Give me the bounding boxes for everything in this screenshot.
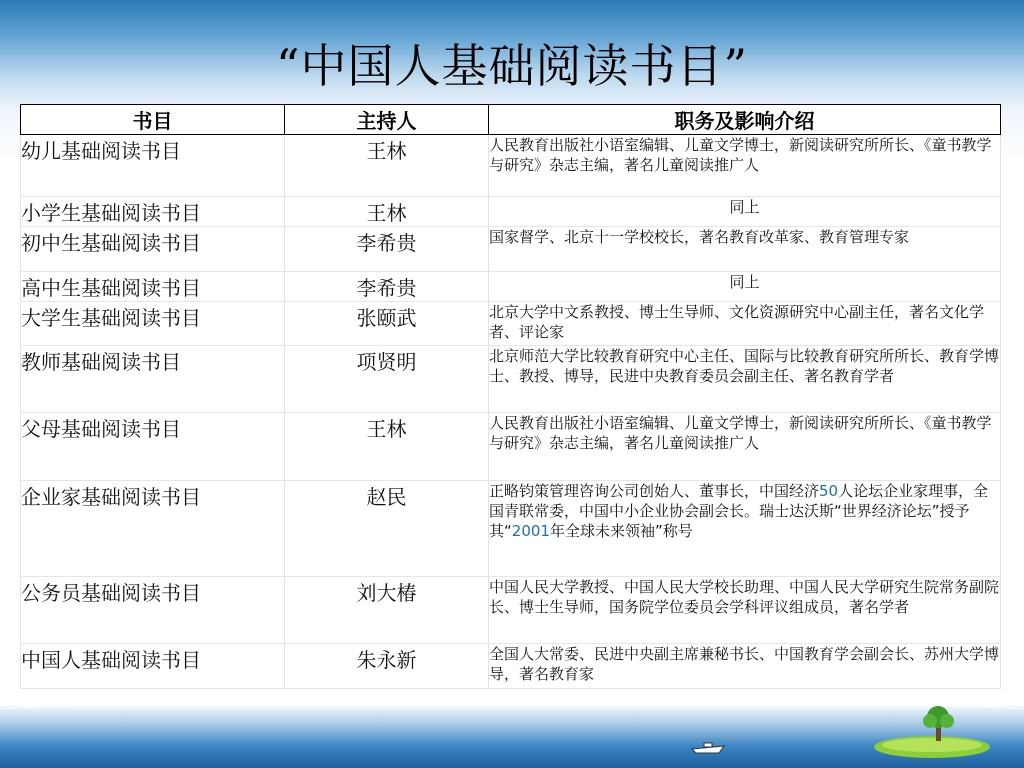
ship-icon — [690, 740, 726, 760]
highlighted-number: 50 — [819, 482, 839, 500]
book-cell: 中国人基础阅读书目 — [21, 644, 285, 689]
description-cell: 全国人大常委、民进中央副主席兼秘书长、中国教育学会副会长、苏州大学博导，著名教育家 — [489, 644, 1001, 689]
description-cell: 同上 — [489, 272, 1001, 302]
header-book: 书目 — [21, 105, 285, 135]
reading-list-table — [20, 104, 1001, 689]
table-row — [21, 577, 1001, 644]
table-row — [21, 302, 1001, 346]
description-cell: 同上 — [489, 197, 1001, 227]
table-row — [21, 197, 1001, 227]
host-cell: 王林 — [285, 197, 489, 227]
table-row — [21, 644, 1001, 689]
book-cell: 父母基础阅读书目 — [21, 413, 285, 481]
host-cell: 王林 — [285, 413, 489, 481]
host-cell: 刘大椿 — [285, 577, 489, 644]
book-cell: 教师基础阅读书目 — [21, 346, 285, 413]
description-text: 正略钧策管理咨询公司创始人、董事长，中国经济 — [489, 482, 820, 500]
table-row — [21, 481, 1001, 577]
book-cell: 小学生基础阅读书目 — [21, 197, 285, 227]
table-row — [21, 272, 1001, 302]
description-cell: 北京大学中文系教授、博士生导师、文化资源研究中心副主任，著名文化学者、评论家 — [489, 302, 1001, 346]
table-row — [21, 227, 1001, 272]
description-cell — [489, 481, 1001, 577]
highlighted-number: 2001 — [511, 522, 550, 540]
book-cell: 高中生基础阅读书目 — [21, 272, 285, 302]
book-cell: 初中生基础阅读书目 — [21, 227, 285, 272]
host-cell: 项贤明 — [285, 346, 489, 413]
slide-title: “中国人基础阅读书目” — [275, 39, 749, 93]
description-cell: 国家督学、北京十一学校校长，著名教育改革家、教育管理专家 — [489, 227, 1001, 272]
book-cell: 企业家基础阅读书目 — [21, 481, 285, 577]
book-cell: 公务员基础阅读书目 — [21, 577, 285, 644]
host-cell: 李希贵 — [285, 272, 489, 302]
description-text: 人论坛企业家理事，全国青联常委，中国中小企业协会副会长。瑞士达沃斯“世界经济论坛”授予其“ — [489, 482, 989, 540]
table-header-row — [21, 105, 1001, 135]
table-row — [21, 135, 1001, 197]
book-cell: 大学生基础阅读书目 — [21, 302, 285, 346]
description-text: 年全球未来领袖”称号 — [549, 522, 693, 540]
description-cell: 中国人民大学教授、中国人民大学校长助理、中国人民大学研究生院常务副院长、博士生导师，国务院学位委员会学科评议组成员，著名学者 — [489, 577, 1001, 644]
tree-island-icon — [860, 705, 990, 764]
description-cell: 人民教育出版社小语室编辑、儿童文学博士，新阅读研究所所长、《童书教学与研究》杂志主编，著名儿童阅读推广人 — [489, 135, 1001, 197]
header-host: 主持人 — [285, 105, 489, 135]
table-row — [21, 346, 1001, 413]
description-cell: 人民教育出版社小语室编辑、儿童文学博士，新阅读研究所所长、《童书教学与研究》杂志主编，著名儿童阅读推广人 — [489, 413, 1001, 481]
table-row — [21, 413, 1001, 481]
host-cell: 李希贵 — [285, 227, 489, 272]
host-cell: 朱永新 — [285, 644, 489, 689]
header-description: 职务及影响介绍 — [489, 105, 1001, 135]
host-cell: 赵民 — [285, 481, 489, 577]
host-cell: 张颐武 — [285, 302, 489, 346]
description-cell: 北京师范大学比较教育研究中心主任、国际与比较教育研究所所长、教育学博士、教授、博导，民进中央教育委员会副主任、著名教育学者 — [489, 346, 1001, 413]
book-cell: 幼儿基础阅读书目 — [21, 135, 285, 197]
host-cell: 王林 — [285, 135, 489, 197]
